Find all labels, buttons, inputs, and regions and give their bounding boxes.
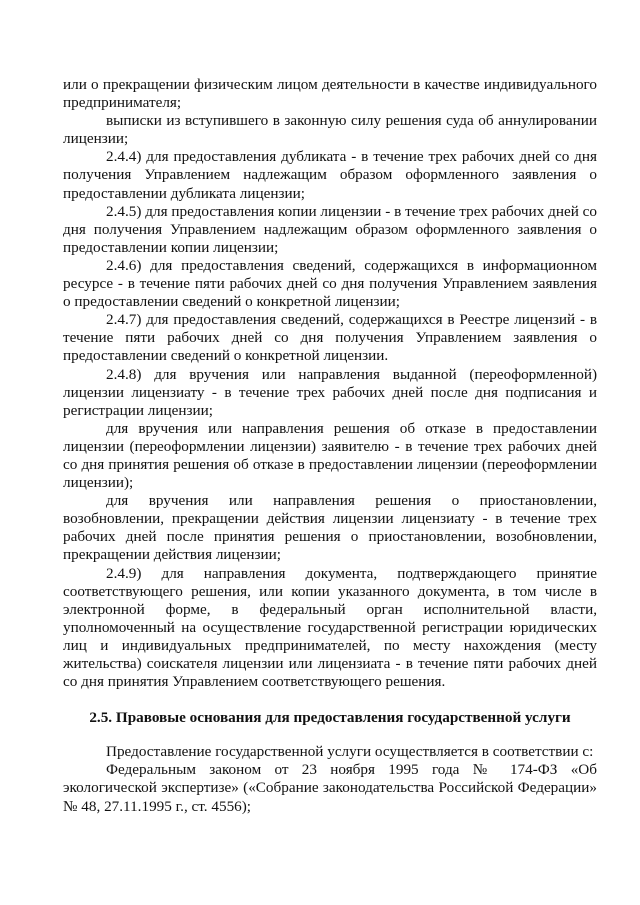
paragraph-2-4-8: 2.4.8) для вручения или направления выданной (переоформленной) лицензии лицензиату - в течение трех рабочих дней после дня подписания и регистрации лицензии; <box>63 365 597 419</box>
section-heading-2-5: 2.5. Правовые основания для предоставления государственной услуги <box>89 709 571 727</box>
paragraph-2-4-9: 2.4.9) для направления документа, подтверждающего принятие соответствующего решения, или копии указанного документа, в том числе в электронной форме, в федеральный орган исполнительной власти, уполномоченный на осуществление государственной регистрации юридических лиц и индивидуальных предпринимателей, по месту нахождения (месту жительства) соискателя лицензии или лицензиата - в течение пяти рабочих дней со дня принятия Управлением соответствующего решения. <box>63 564 597 691</box>
paragraph-legal-basis-intro: Предоставление государственной услуги осуществляется в соответствии с: <box>106 743 594 761</box>
paragraph-2-4-6: 2.4.6) для предоставления сведений, содержащихся в информационном ресурсе - в течение пяти рабочих дней со дня получения Управлением заявления о предоставлении сведений о конкретной лицензии; <box>63 256 597 311</box>
paragraph-2-4-4: 2.4.4) для предоставления дубликата - в течение трех рабочих дней со дня получения Управлением надлежащим образом оформленного заявления о предоставлении дубликата лицензии; <box>63 148 597 202</box>
paragraph-continuation: или о прекращении физическим лицом деятельности в качестве индивидуального предпринимателя; <box>63 76 597 112</box>
paragraph-suspension-delivery: для вручения или направления решения о приостановлении, возобновлении, прекращении действия лицензии лицензиату - в течение трех рабочих дней после принятия решения о приостановлении, возобновлении, прекращении действия лицензии; <box>63 492 597 564</box>
paragraph-refusal-delivery: для вручения или направления решения об отказе в предоставлении лицензии (переоформлении лицензии) заявителю - в течение трех рабочих дней со дня принятия решения об отказе в предоставлении лицензии (переоформлении лицензии); <box>63 419 597 492</box>
paragraph-2-4-7: 2.4.7) для предоставления сведений, содержащихся в Реестре лицензий - в течение пяти рабочих дней со дня получения Управлением заявления о предоставлении сведений о конкретной лицензии. <box>63 311 597 365</box>
document-page <box>63 76 597 816</box>
paragraph-2-4-5: 2.4.5) для предоставления копии лицензии - в течение трех рабочих дней со дня получения Управлением надлежащим образом оформленного заявления о предоставлении копии лицензии; <box>63 202 597 256</box>
paragraph-federal-law-174: Федеральным законом от 23 ноября 1995 года № 174-ФЗ «Об экологической экспертизе» («Собрание законодательства Российской Федерации» № 48, 27.11.1995 г., ст. 4556); <box>63 761 597 815</box>
paragraph-court-extract: выписки из вступившего в законную силу решения суда об аннулировании лицензии; <box>63 112 597 148</box>
